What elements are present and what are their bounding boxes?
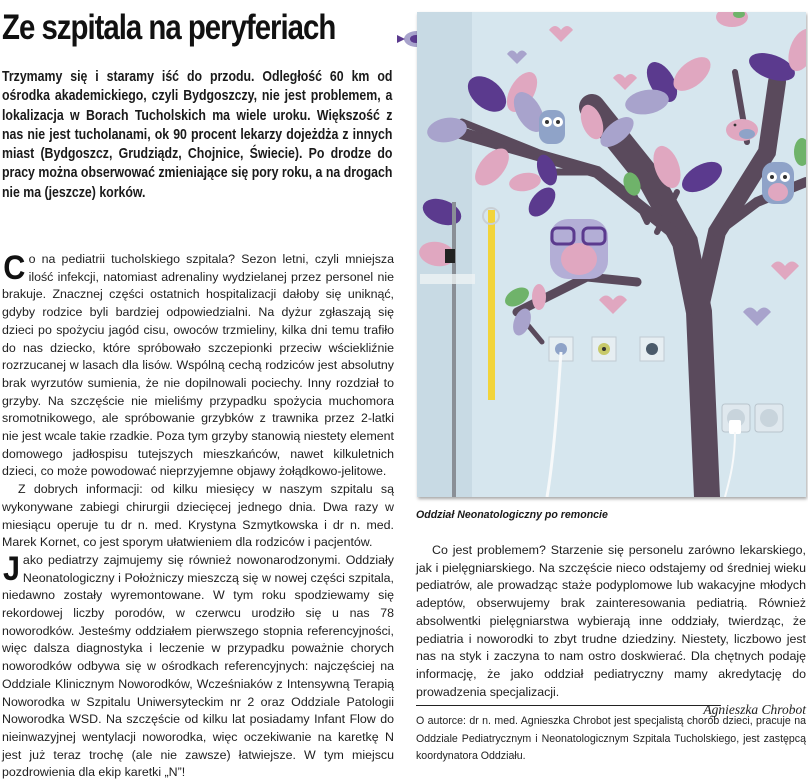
paragraph-1 bbox=[2, 251, 394, 481]
dropcap-c: C bbox=[3, 249, 26, 287]
right-column bbox=[416, 542, 806, 718]
ward-photo bbox=[417, 12, 806, 497]
photo-caption: Oddział Neonatologiczny po remoncie bbox=[416, 509, 608, 521]
paragraph-4: Co jest problemem? Starzenie się personelu zarówno lekarskiego, jak i pielęgniarskiego. Na szczęście nieco odstajemy od średniej wieku pediatrów, ale prowadząc staże podyplomowe lub wakacyjne młodych adeptów, obserwujemy brak zainteresowania pediatrią. Również absolwentki pielęgniarstwa wybierają inne oddziały, twierdząc, że pediatria i noworodki to zbyt trudne dziedziny. Niestety, liczbowo jest nas na styk i zaczyna to nam ostro doskwierać. Dla chętnych podaję informację, że jako oddział pediatryczny mamy akredytację do prowadzenia specjalizacji. bbox=[416, 543, 806, 699]
ward-photo-illustration bbox=[417, 12, 806, 497]
about-author: O autorce: dr n. med. Agnieszka Chrobot jest specjalistą chorób dzieci, pracuje na Oddziale Pediatrycznym i Neonatologicznym Szpitala Tucholskiego, jest zastępcą koordynatora Oddziału. bbox=[416, 715, 806, 762]
paragraph-3 bbox=[2, 549, 394, 782]
dropcap-j: J bbox=[2, 549, 20, 588]
article-lead: Trzymamy się i staramy iść do przodu. Odległość 60 km od ośrodka akademickiego, czyli Bydgoszczy, nie jest problemem, a lokalizacja w Borach Tucholskich ma wiele uroku. Większość z nas nie jest tucholanami, ok 90 procent lekarzy dojeżdża z innych miast (Bydgoszcz, Grudziądz, Chojnice, Świecie). Po drodze do pracy można obserwować zmieniające się pory roku, a na drogach nie ma (jeszcze) korków. bbox=[2, 69, 393, 201]
divider-rule bbox=[416, 705, 721, 706]
paragraph-2: Z dobrych informacji: od kilku miesięcy w naszym szpitalu są wykonywane zabiegi chirurgii dziecięcej jednego dnia. Dwa razy w miesiącu operuje tu dr n. med. Krystyna Szmytkowska i dr n. med. Marek Kornet, co jest sporym ułatwieniem dla rodziców i pacjentów. bbox=[2, 482, 394, 550]
author-signature: Agnieszka Chrobot bbox=[703, 702, 806, 718]
owl-icon bbox=[539, 110, 565, 144]
article-headline: Ze szpitala na peryferiach bbox=[2, 8, 336, 47]
paragraph-3-text: ako pediatrzy zajmujemy się również nowonarodzonymi. Oddziały Neonatologiczny i Położniczy mieszczą się w nowej części szpitala, niedawno zostały wyremontowane. W tym roku spodziewamy się rekordowej liczby porodów, w czerwcu urodziło się u nas 78 noworodków. Jesteśmy oddziałem pierwszego stopnia referencyjności, więc dalsza diagnostyka i leczenie w przypadku poważnie chorych noworodków odbywa się w ośrodkach referencyjnych: najczęściej na Oddziale Klinicznym Noworodków, Wcześniaków z Intensywną Terapią Noworodka w Szpitalu Uniwersyteckim nr 2 oraz Oddziale Patologii Noworodka WSD. Na szczęście od kilku lat posiadamy Infant Flow do nieinwazyjnej wentylacji noworodka, więc oczekiwanie na karetkę N jest już teraz trochę (ale nie zawsze) łatwiejsze. W tym miejscu pozdrowienia dla ekip karetki „N”! bbox=[2, 552, 394, 780]
paragraph-1-text: o na pediatrii tucholskiego szpitala? Sezon letni, czyli mniejsza ilość infekcji, natomiast adrenaliny wydzielanej przez personel nie brakuje. Znacznej części ostatnich hospitalizacji dałoby się uniknąć, gdyby rodzice byli bardziej odpowiedzialni. Na dyżur zgłaszają się dzieci po spożyciu jagód cisu, owoców trzmieliny, kilka dni temu trafiło do nas dziecko, które spróbowało szczepionki przeciw wściekliźnie rozrzucanej w lasach dla lisów. Wspólną cechą rodziców jest absolutny brak wyrzutów sumienia, że nie dopilnowali pociechy. Inny rozdział to grzyby. Na szczęście nie mieliśmy przypadku spożycia muchomora sromotnikowego, ale spróbowanie grzybków z trawnika przez 2-latki nie jest wcale takie rzadkie. Poza tym grzyby stanowią niestety element domowego jadłospisu tutejszych mieszkańców, nawet kilkuletnich dzieci, co może powodować nieprzyjemne objawy żołądkowo-jelitowe. bbox=[2, 252, 394, 479]
left-column bbox=[2, 251, 394, 782]
